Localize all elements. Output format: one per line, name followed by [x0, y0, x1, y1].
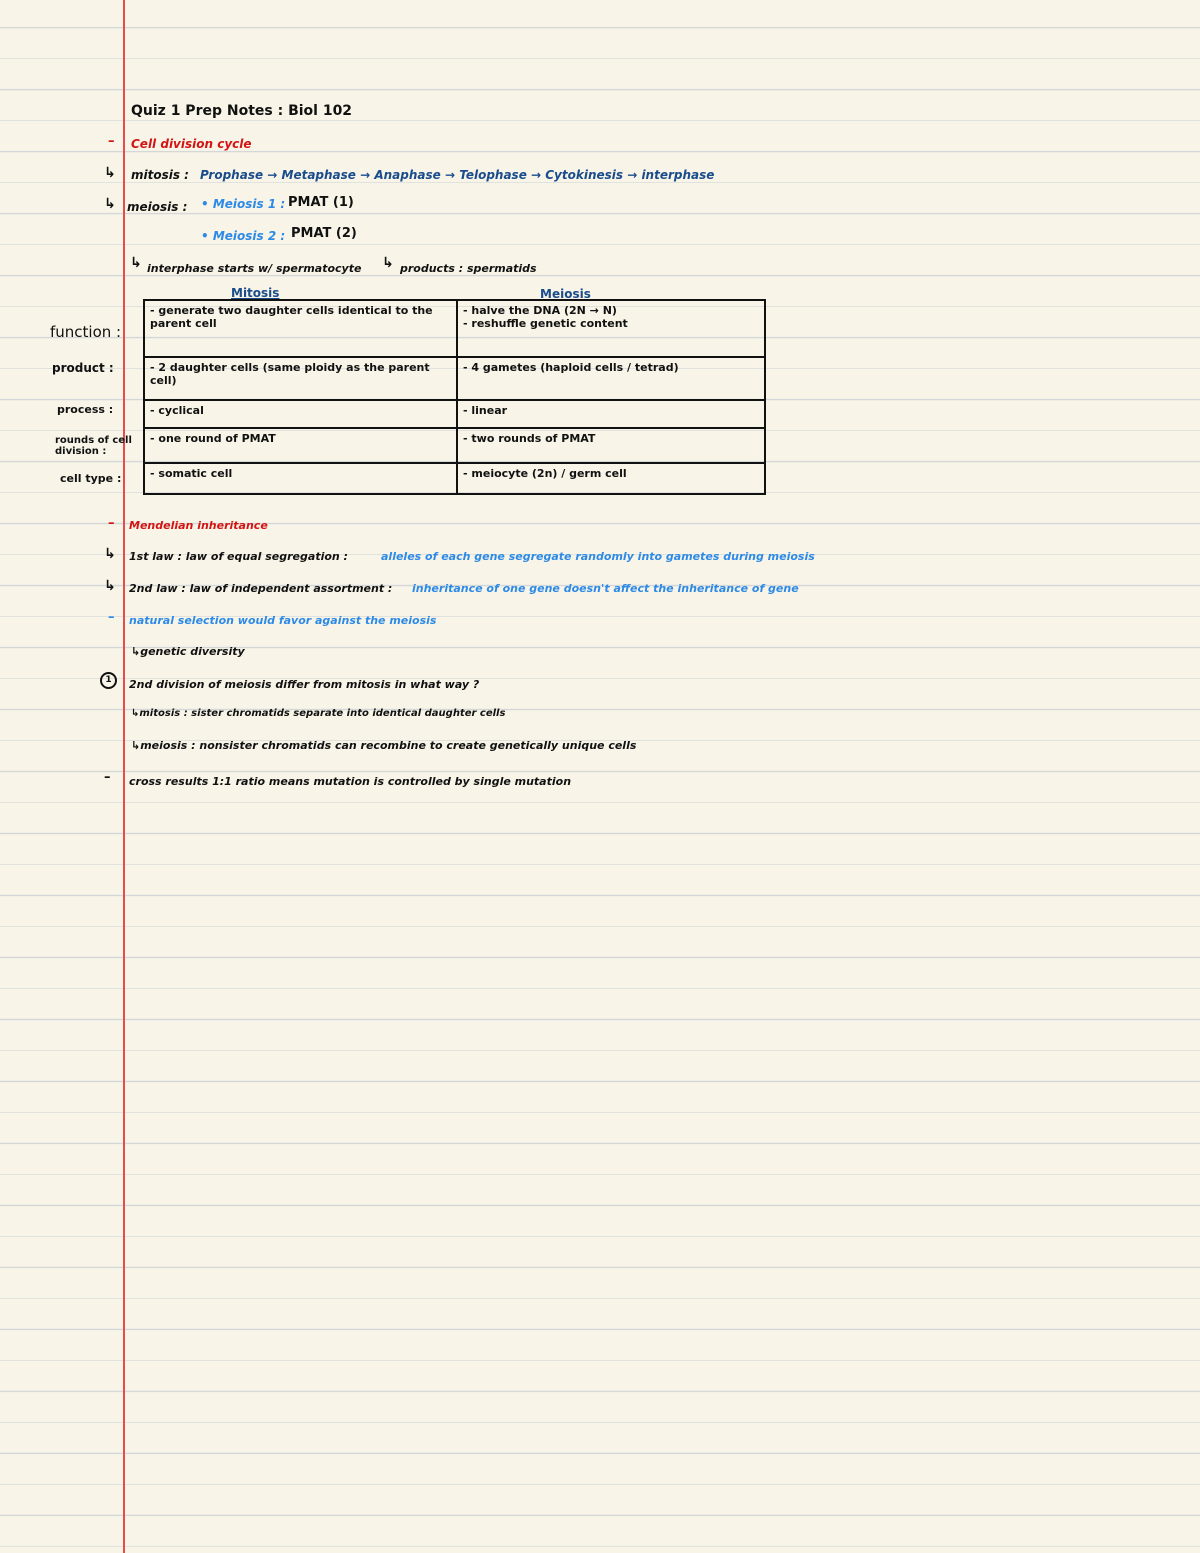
- natural-selection-note: natural selection would favor against the meiosis: [129, 614, 437, 627]
- meiosis2-value: PMAT (2): [291, 226, 357, 241]
- law2-text: inheritance of one gene doesn't affect the inheritance of gene: [412, 582, 799, 595]
- arrow-icon: ↳: [104, 578, 116, 594]
- arrow-icon: ↳: [131, 739, 141, 752]
- question-text: 2nd division of meiosis differ from mitosis in what way ?: [129, 678, 480, 691]
- arrow-icon: ↳: [130, 255, 142, 271]
- page-title: Quiz 1 Prep Notes : Biol 102: [131, 103, 353, 119]
- genetic-diversity-text: genetic diversity: [140, 645, 245, 658]
- margin-line: [123, 0, 125, 1553]
- meiosis1-value: PMAT (1): [288, 195, 354, 210]
- products-note: products : spermatids: [400, 262, 537, 275]
- row-label-function: function :: [50, 323, 122, 341]
- arrow-icon: ↳: [382, 255, 394, 271]
- table-cell: - one round of PMAT: [144, 428, 457, 463]
- table-cell: - linear: [457, 400, 765, 428]
- section-heading-cell-division: Cell division cycle: [131, 137, 252, 151]
- dash-bullet: –: [108, 516, 115, 531]
- table-row: [144, 300, 765, 357]
- dash-bullet: –: [104, 770, 111, 785]
- table-row: [144, 400, 765, 428]
- table-cell: - 2 daughter cells (same ploidy as the parent cell): [144, 357, 457, 400]
- row-label-process: process :: [57, 403, 114, 416]
- cross-results-note: cross results 1:1 ratio means mutation is controlled by single mutation: [129, 775, 572, 788]
- law1-label: 1st law : law of equal segregation :: [129, 550, 348, 563]
- dash-bullet: –: [108, 134, 115, 149]
- interphase-note: interphase starts w/ spermatocyte: [147, 262, 362, 275]
- table-cell: - meiocyte (2n) / germ cell: [457, 463, 765, 494]
- arrow-icon: ↳: [131, 645, 141, 658]
- table-cell: - cyclical: [144, 400, 457, 428]
- mitosis-label: mitosis :: [131, 168, 189, 182]
- question-number-icon: 1: [100, 672, 117, 689]
- col-header-meiosis: Meiosis: [540, 287, 591, 301]
- comparison-table: [143, 299, 766, 495]
- table-row: [144, 463, 765, 494]
- col-header-mitosis: Mitosis: [231, 286, 280, 300]
- answer-meiosis: [131, 738, 636, 754]
- answer-mitosis: [131, 706, 505, 722]
- table-row: [144, 357, 765, 400]
- dash-bullet: –: [108, 610, 115, 625]
- row-label-rounds: rounds of cell division :: [55, 435, 132, 457]
- arrow-icon: ↳: [131, 708, 140, 719]
- mitosis-steps: Prophase → Metaphase → Anaphase → Telophase → Cytokinesis → interphase: [200, 168, 715, 182]
- meiosis-label: meiosis :: [127, 200, 188, 214]
- section-heading-mendelian: Mendelian inheritance: [129, 519, 268, 532]
- arrow-icon: ↳: [104, 196, 116, 212]
- meiosis2-name: • Meiosis 2 :: [201, 229, 286, 243]
- genetic-diversity-note: [131, 644, 245, 660]
- answer-mitosis-text: mitosis : sister chromatids separate into identical daughter cells: [139, 708, 506, 719]
- table-cell: - generate two daughter cells identical to the parent cell: [144, 300, 457, 357]
- table-cell: - 4 gametes (haploid cells / tetrad): [457, 357, 765, 400]
- arrow-icon: ↳: [104, 546, 116, 562]
- table-cell: - halve the DNA (2N → N) - reshuffle genetic content: [457, 300, 765, 357]
- table-cell: - somatic cell: [144, 463, 457, 494]
- row-label-cell-type: cell type :: [60, 472, 122, 485]
- law1-text: alleles of each gene segregate randomly into gametes during meiosis: [381, 550, 815, 563]
- answer-meiosis-text: meiosis : nonsister chromatids can recombine to create genetically unique cells: [140, 739, 637, 752]
- arrow-icon: ↳: [104, 165, 116, 181]
- row-label-product: product :: [52, 361, 114, 375]
- table-cell: - two rounds of PMAT: [457, 428, 765, 463]
- law2-label: 2nd law : law of independent assortment :: [129, 582, 393, 595]
- meiosis1-name: • Meiosis 1 :: [201, 197, 286, 211]
- table-row: [144, 428, 765, 463]
